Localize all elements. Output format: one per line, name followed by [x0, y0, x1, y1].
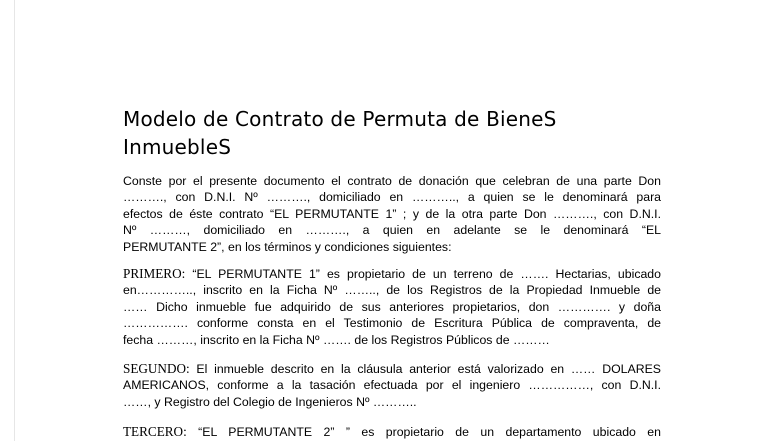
clause-segundo	[123, 361, 661, 410]
text-line: ……………. conforme consta en el Testimonio de Escritura Pública de compraventa, de	[123, 316, 661, 331]
text-line	[123, 361, 661, 377]
text-line: …… Dicho inmueble fue adquirido de sus anteriores propietarios, don …………. y doña	[123, 299, 661, 314]
clause-label: PRIMERO:	[123, 266, 186, 281]
text-line	[123, 266, 661, 282]
title-line-1: Modelo de Contrato de Permuta de BieneS	[123, 107, 557, 131]
intro-paragraph	[123, 173, 661, 255]
text-line	[123, 424, 661, 440]
clause-label: TERCERO:	[123, 424, 187, 439]
clause-tercero	[123, 424, 661, 440]
text-line: PERMUTANTE 2”, en los términos y condiciones siguientes:	[123, 239, 452, 254]
text-line: ………., con D.N.I. Nº ………., domiciliado en ……….., a quien se le denominará para	[123, 190, 661, 205]
text-line: en………….., inscrito en la Ficha Nº …….., de los Registros de la Propiedad Inmueble de	[123, 283, 661, 298]
document-title	[123, 105, 557, 161]
clause-primero	[123, 266, 661, 348]
title-line-2: InmuebleS	[123, 135, 232, 159]
clause-text: “EL PERMUTANTE 1” es propietario de un terreno de ……. Hectarias, ubicado	[185, 267, 661, 281]
text-line: Conste por el presente documento el contrato de donación que celebran de una parte Don	[123, 174, 661, 188]
text-line: AMERICANOS, conforme a la tasación efectuada por el ingeniero ……………, con D.N.I.	[123, 378, 661, 393]
clause-text: “EL PERMUTANTE 2” ” es propietario de un departamento ubicado en	[186, 425, 661, 439]
clause-text: El inmueble descrito en la cláusula anterior está valorizado en …… DOLARES	[189, 362, 661, 376]
text-line: Nº ………, domiciliado en ………., a quien en adelante se le denominará “EL	[123, 223, 661, 238]
text-line: ……, y Registro del Colegio de Ingenieros Nº ………..	[123, 394, 417, 409]
page-edge-rule	[14, 0, 15, 441]
text-line: efectos de éste contrato “EL PERMUTANTE 1” ; y de la otra parte Don ………., con D.N.I.	[123, 206, 661, 221]
text-line: fecha ………, inscrito en la Ficha Nº ……. de los Registros Públicos de ………	[123, 332, 550, 347]
clause-label: SEGUNDO:	[123, 361, 190, 376]
